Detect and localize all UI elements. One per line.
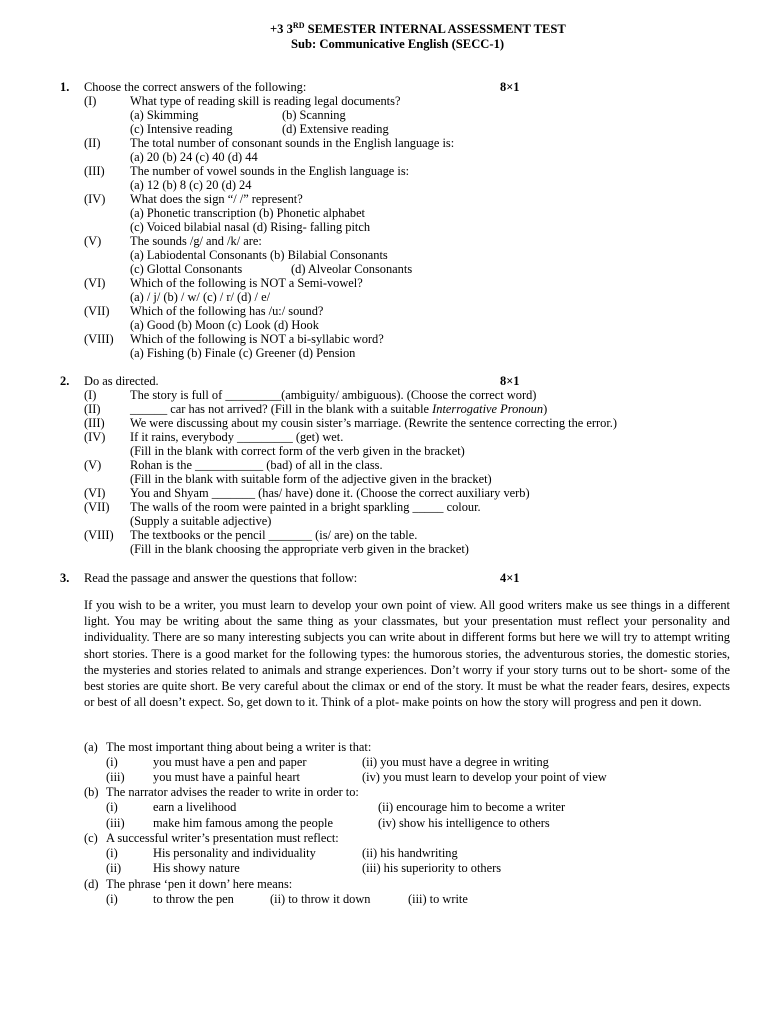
q1-option: (a) Phonetic transcription (b) Phonetic alphabet xyxy=(130,206,366,220)
q1-option: (d) Extensive reading xyxy=(282,122,389,136)
q1-item-label: (VI) xyxy=(84,276,106,290)
q1-item-text: Which of the following has /u:/ sound? xyxy=(130,304,324,318)
q2-item-text: Rohan is the ___________ (bad) of all in the class. xyxy=(130,458,383,472)
q3-answer-label: (ii) xyxy=(106,861,122,875)
q3-question-label: (d) xyxy=(84,877,99,891)
q3-question-text: The phrase ‘pen it down’ here means: xyxy=(106,877,293,891)
q3-answer: His showy nature xyxy=(153,861,240,875)
q1-item-text: Which of the following is NOT a Semi-vowel? xyxy=(130,276,363,290)
q2-note: (Fill in the blank with suitable form of the adjective given in the bracket) xyxy=(130,472,492,486)
q2-item-text: We were discussing about my cousin sister’s marriage. (Rewrite the sentence correcting the error.) xyxy=(130,416,618,430)
q2-marks: 8×1 xyxy=(500,374,520,388)
q2-item-text-italic: Interrogative Pronoun xyxy=(432,402,544,416)
q1-option: (d) Alveolar Consonants xyxy=(291,262,413,276)
q2-item-label: (VIII) xyxy=(84,528,114,542)
q1-item-label: (VII) xyxy=(84,304,110,318)
q1-option: (a) / j/ (b) / w/ (c) / r/ (d) / e/ xyxy=(130,290,271,304)
q2-item-label: (II) xyxy=(84,402,101,416)
q1-option: (a) 12 (b) 8 (c) 20 (d) 24 xyxy=(130,178,252,192)
q2-item-text: If it rains, everybody _________ (get) wet. xyxy=(130,430,344,444)
q3-title: Read the passage and answer the questions that follow: xyxy=(84,571,358,585)
q2-note: (Supply a suitable adjective) xyxy=(130,514,272,528)
q1-number: 1. xyxy=(60,80,70,94)
q2-note: (Fill in the blank with correct form of the verb given in the bracket) xyxy=(130,444,465,458)
q3-question-text: The most important thing about being a writer is that: xyxy=(106,740,372,754)
title-part: SEMESTER INTERNAL ASSESSMENT TEST xyxy=(304,22,566,36)
q2-item-label: (I) xyxy=(84,388,97,402)
q2-item-text xyxy=(130,402,547,416)
q3-answer: (iv) show his intelligence to others xyxy=(378,816,550,830)
q2-item-text-main: ______ car has not arrived? (Fill in the blank with a suitable xyxy=(130,402,433,416)
q1-item-label: (III) xyxy=(84,164,105,178)
q1-marks: 8×1 xyxy=(500,80,520,94)
q2-item-label: (V) xyxy=(84,458,102,472)
q2-item-text: You and Shyam _______ (has/ have) done it. (Choose the correct auxiliary verb) xyxy=(130,486,530,500)
q3-answer: (iii) to write xyxy=(408,892,468,906)
q3-answer: you must have a painful heart xyxy=(153,770,300,784)
q3-answer: (ii) to throw it down xyxy=(270,892,371,906)
q3-question-label: (a) xyxy=(84,740,98,754)
q1-option: (a) Fishing (b) Finale (c) Greener (d) Pension xyxy=(130,346,356,360)
q2-item-text: The walls of the room were painted in a bright sparkling _____ colour. xyxy=(130,500,481,514)
q3-question-label: (c) xyxy=(84,831,98,845)
q3-question-label: (b) xyxy=(84,785,99,799)
q2-item-label: (IV) xyxy=(84,430,106,444)
q1-option: (b) Scanning xyxy=(282,108,346,122)
q1-option: (a) Skimming xyxy=(130,108,199,122)
q3-answer: (ii) encourage him to become a writer xyxy=(378,800,566,814)
q3-answer: His personality and individuality xyxy=(153,846,316,860)
q1-item-text: The sounds /g/ and /k/ are: xyxy=(130,234,262,248)
q1-item-text: What type of reading skill is reading legal documents? xyxy=(130,94,401,108)
q2-title: Do as directed. xyxy=(84,374,159,388)
q3-answer-label: (i) xyxy=(106,892,118,906)
title-superscript: RD xyxy=(292,20,305,30)
q2-item-text: The story is full of _________(ambiguity/ ambiguous). (Choose the correct word) xyxy=(130,388,537,402)
q3-answer: (iv) you must learn to develop your point of view xyxy=(362,770,607,784)
q1-title: Choose the correct answers of the following: xyxy=(84,80,307,94)
q3-answer-label: (i) xyxy=(106,846,118,860)
q1-option: (c) Voiced bilabial nasal (d) Rising- falling pitch xyxy=(130,220,371,234)
q2-item-text: The textbooks or the pencil _______ (is/ are) on the table. xyxy=(130,528,418,542)
q2-item-label: (VI) xyxy=(84,486,106,500)
q3-answer-label: (i) xyxy=(106,800,118,814)
q2-note: (Fill in the blank choosing the appropriate verb given in the bracket) xyxy=(130,542,469,556)
q1-item-text: The number of vowel sounds in the English language is: xyxy=(130,164,410,178)
q1-item-label: (II) xyxy=(84,136,101,150)
q2-item-text-tail: ) xyxy=(543,402,548,416)
q1-item-label: (I) xyxy=(84,94,97,108)
q1-option: (c) Intensive reading xyxy=(130,122,233,136)
q1-item-label: (VIII) xyxy=(84,332,114,346)
q3-answer: (ii) you must have a degree in writing xyxy=(362,755,549,769)
q3-answer-label: (iii) xyxy=(106,770,125,784)
q3-answer: you must have a pen and paper xyxy=(153,755,307,769)
q1-option: (a) Labiodental Consonants (b) Bilabial Consonants xyxy=(130,248,388,262)
reading-passage: If you wish to be a writer, you must learn to develop your own point of view. All good writers make us see things in a different light. You may be writing about the same thing as your classmates, but your presentation must reflect your personality and individuality. There are so many interesting subjects you can write about in different forms but here we will try to attempt writing short stories. There is a good market for the following types: the humorous stories, the adventurous stories, the domestic stories, the mysteries and stories related to animals and strange experiences. Don’t worry if your story turns out to be short- some of the best stories are quite short. Be very careful about the climax or end of the story. It must be what the reader fears, desires, expects or best of all doesn’t expect. So, get down to it. Think of a plot- make points on how the story will progress and pen it down. xyxy=(84,598,730,710)
q3-answer: (iii) his superiority to others xyxy=(362,861,502,875)
q1-item-text: Which of the following is NOT a bi-syllabic word? xyxy=(130,332,384,346)
q1-option: (c) Glottal Consonants xyxy=(130,262,243,276)
q1-item-text: The total number of consonant sounds in the English language is: xyxy=(130,136,455,150)
q3-answer: (ii) his handwriting xyxy=(362,846,458,860)
q3-question-text: A successful writer’s presentation must reflect: xyxy=(106,831,339,845)
q3-answer-label: (iii) xyxy=(106,816,125,830)
q3-question-text: The narrator advises the reader to write in order to: xyxy=(106,785,359,799)
q1-item-label: (V) xyxy=(84,234,102,248)
q2-number: 2. xyxy=(60,374,70,388)
q3-answer: make him famous among the people xyxy=(153,816,333,830)
exam-title xyxy=(270,22,566,36)
q3-answer: to throw the pen xyxy=(153,892,234,906)
title-part: +3 3 xyxy=(270,22,293,36)
q3-marks: 4×1 xyxy=(500,571,520,585)
q1-item-text: What does the sign “/ /” represent? xyxy=(130,192,303,206)
exam-subject: Sub: Communicative English (SECC-1) xyxy=(291,37,505,51)
q3-answer-label: (i) xyxy=(106,755,118,769)
q1-option: (a) Good (b) Moon (c) Look (d) Hook xyxy=(130,318,319,332)
q3-answer: earn a livelihood xyxy=(153,800,237,814)
q2-item-label: (VII) xyxy=(84,500,110,514)
q1-option: (a) 20 (b) 24 (c) 40 (d) 44 xyxy=(130,150,258,164)
q2-item-label: (III) xyxy=(84,416,105,430)
q3-number: 3. xyxy=(60,571,70,585)
q1-item-label: (IV) xyxy=(84,192,106,206)
